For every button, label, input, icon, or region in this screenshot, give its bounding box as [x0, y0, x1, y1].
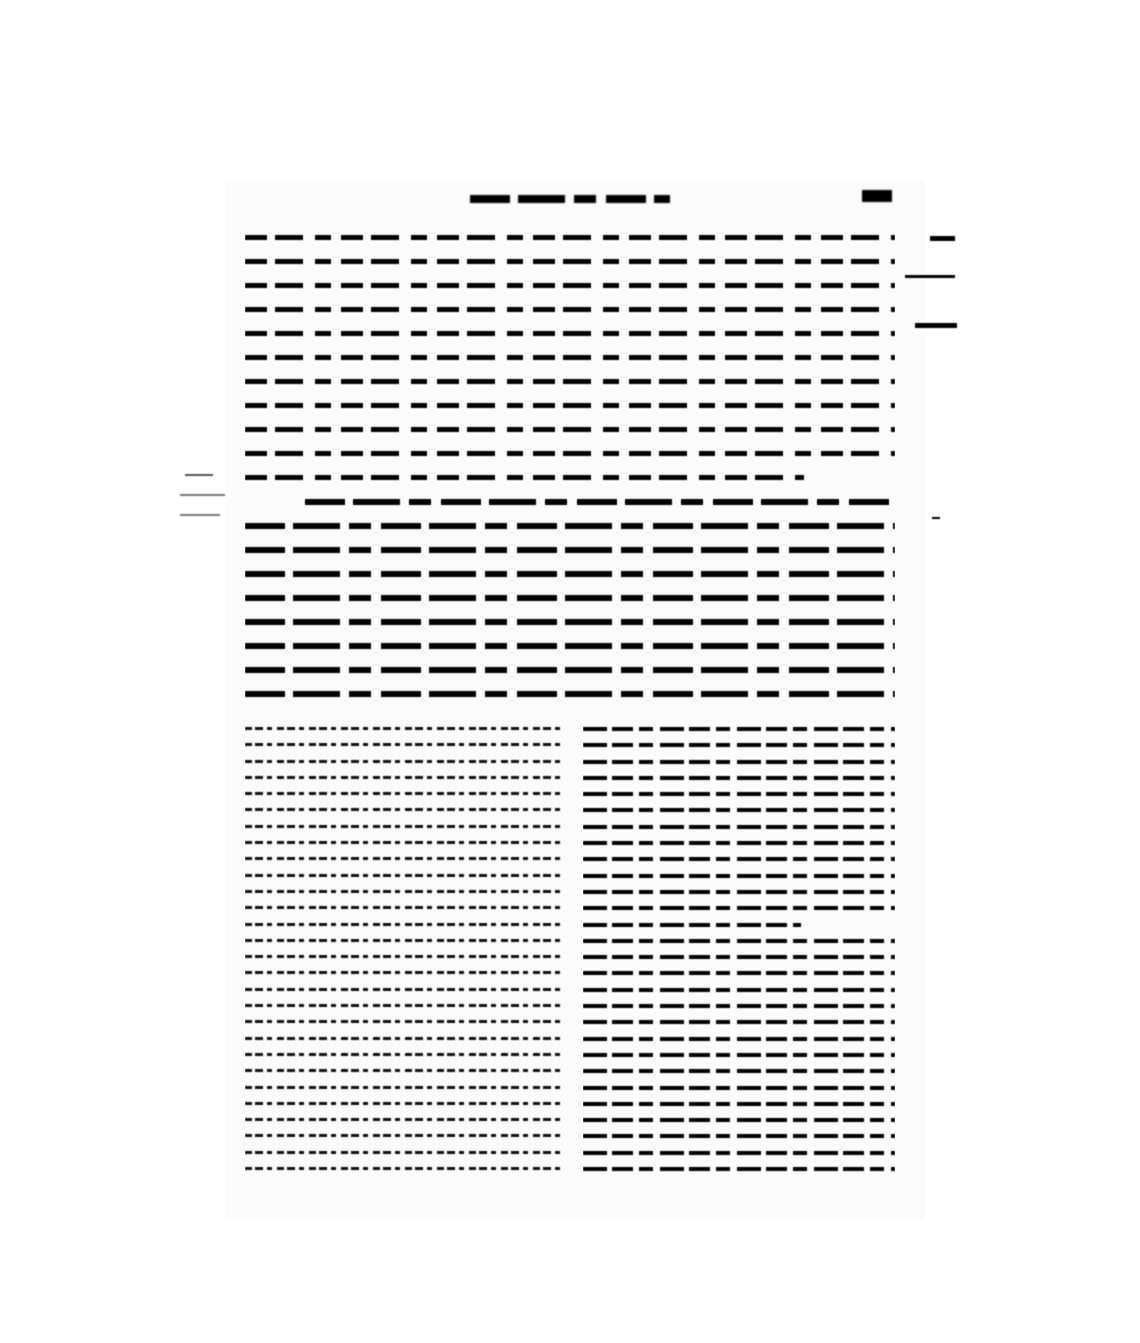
margin-mark: [185, 474, 213, 476]
text-line: [245, 1015, 565, 1028]
text-line: [245, 684, 895, 702]
text-line: [245, 612, 895, 630]
text-line: [583, 950, 895, 963]
text-line: [245, 588, 895, 606]
text-line: [245, 1048, 565, 1061]
text-line: [245, 1129, 565, 1142]
text-line: [245, 966, 565, 979]
text-line: [245, 1162, 565, 1175]
text-line: [583, 722, 895, 735]
text-line: [245, 420, 895, 438]
text-line: [245, 755, 565, 768]
text-line: [245, 1064, 565, 1077]
text-line: [245, 492, 895, 510]
text-line: [583, 999, 895, 1012]
text-line: [583, 1032, 895, 1045]
text-line: [583, 738, 895, 751]
text-line: [245, 722, 565, 735]
text-line: [245, 999, 565, 1012]
footnote-column-right: [583, 722, 895, 1178]
text-line: [245, 738, 565, 751]
text-line: [583, 1064, 895, 1077]
text-line: [245, 300, 895, 318]
text-line: [245, 276, 895, 294]
text-line: [245, 228, 895, 246]
running-head: [470, 195, 670, 203]
text-line: [583, 771, 895, 784]
text-line: [583, 1162, 895, 1175]
text-line: [583, 966, 895, 979]
text-line: [583, 755, 895, 768]
text-line: [245, 444, 895, 462]
text-line: [245, 252, 895, 270]
margin-mark: [932, 517, 940, 519]
text-line: [583, 1097, 895, 1110]
text-line: [583, 1015, 895, 1028]
text-line: [245, 564, 895, 582]
text-line: [245, 1081, 565, 1094]
margin-mark: [180, 514, 220, 516]
margin-mark: [915, 323, 957, 328]
text-line: [245, 1146, 565, 1159]
text-line: [245, 852, 565, 865]
text-line: [583, 803, 895, 816]
text-line: [245, 396, 895, 414]
text-line: [583, 918, 895, 931]
text-line: [245, 803, 565, 816]
text-line: [583, 885, 895, 898]
text-line: [583, 1129, 895, 1142]
text-line: [245, 901, 565, 914]
text-line: [245, 516, 895, 534]
page-number: [862, 190, 892, 202]
text-line: [245, 771, 565, 784]
text-line: [245, 820, 565, 833]
text-line: [245, 636, 895, 654]
text-line: [245, 324, 895, 342]
text-line: [245, 885, 565, 898]
margin-mark: [930, 236, 955, 241]
text-line: [245, 468, 895, 486]
text-line: [583, 1081, 895, 1094]
text-line: [245, 1032, 565, 1045]
text-line: [245, 869, 565, 882]
text-line: [245, 660, 895, 678]
text-line: [245, 983, 565, 996]
text-line: [245, 950, 565, 963]
text-line: [583, 852, 895, 865]
margin-mark: [905, 275, 955, 278]
text-line: [583, 787, 895, 800]
text-line: [583, 869, 895, 882]
text-line: [245, 372, 895, 390]
text-line: [245, 1113, 565, 1126]
text-line: [583, 901, 895, 914]
footnote-column-left: [245, 722, 565, 1178]
text-line: [583, 820, 895, 833]
text-line: [245, 348, 895, 366]
text-line: [245, 540, 895, 558]
text-line: [245, 836, 565, 849]
text-line: [583, 983, 895, 996]
text-line: [245, 918, 565, 931]
text-line: [245, 1097, 565, 1110]
body-text-top: [245, 228, 895, 708]
margin-mark: [180, 494, 225, 496]
text-line: [583, 1113, 895, 1126]
text-line: [245, 934, 565, 947]
text-line: [583, 1048, 895, 1061]
text-line: [583, 836, 895, 849]
text-line: [583, 1146, 895, 1159]
text-line: [583, 934, 895, 947]
text-line: [245, 787, 565, 800]
